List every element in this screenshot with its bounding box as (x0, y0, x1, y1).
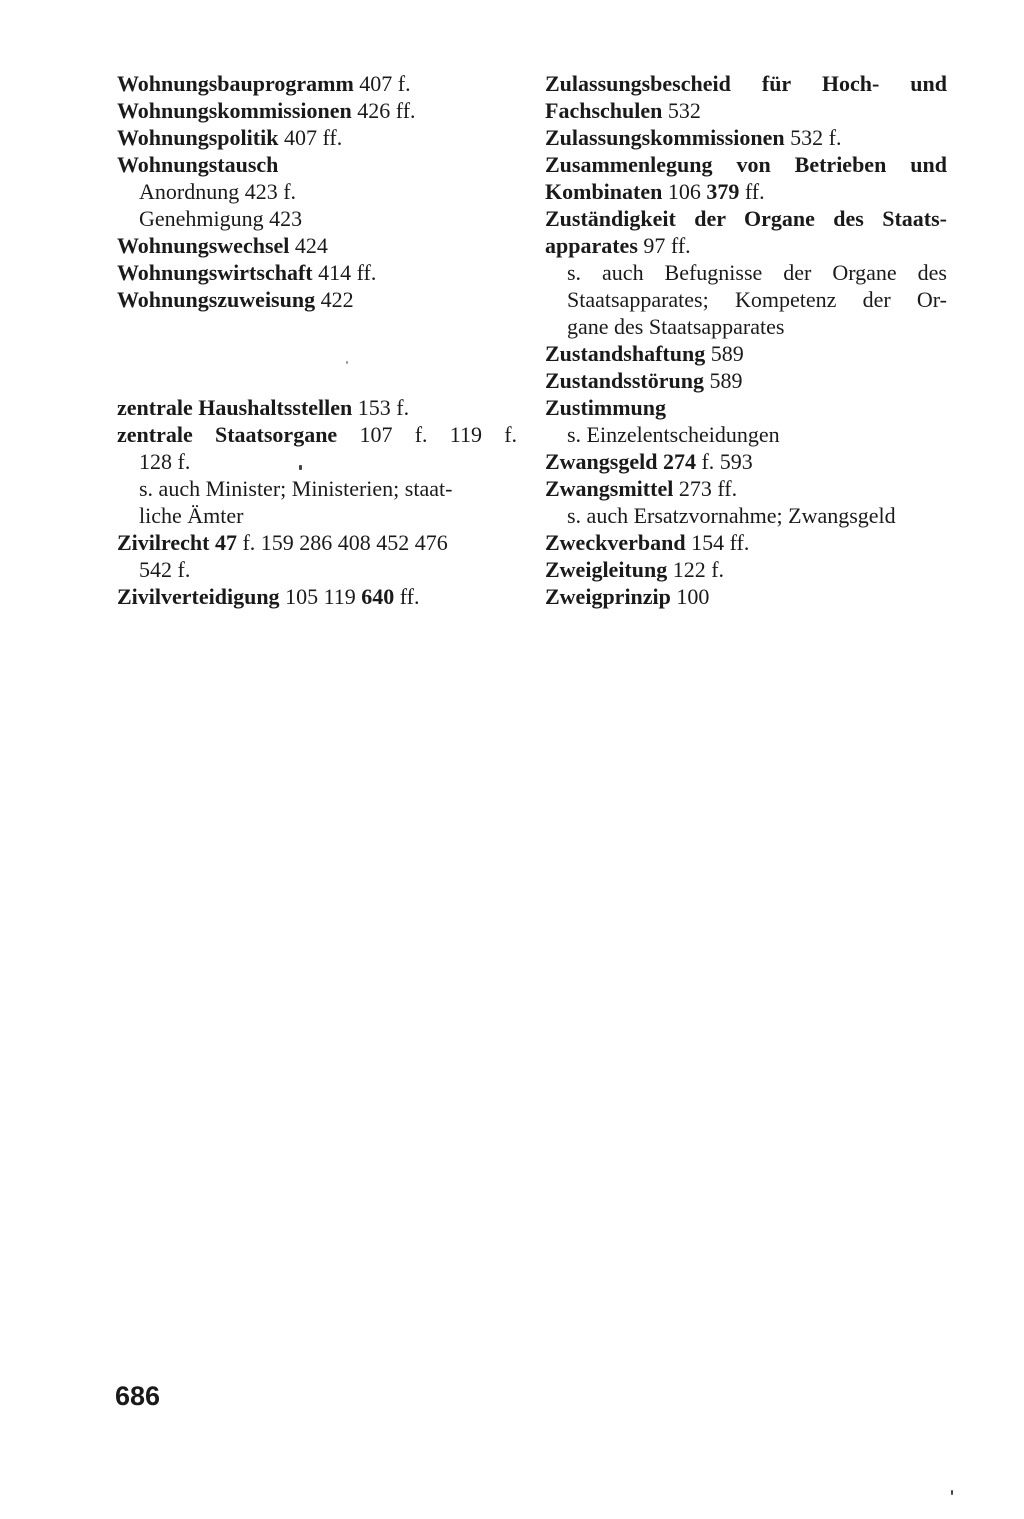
page-refs: 589 (710, 341, 744, 366)
page-refs: 119 f. (449, 422, 518, 447)
scan-speck (951, 1490, 953, 1495)
page-ref-bold: 640 (361, 584, 395, 609)
page-refs-continued: 542 f. (139, 557, 191, 582)
index-column-right (545, 70, 947, 610)
see-also: s. Einzelentscheidungen (567, 422, 780, 447)
see-also: gane des Staatsapparates (567, 314, 785, 339)
page-refs: f. 593 (695, 449, 753, 474)
see-also: liche Ämter (139, 503, 244, 528)
index-entry (117, 421, 517, 529)
index-entry (117, 583, 517, 610)
index-term: Zweigprinzip (545, 584, 671, 609)
index-term: Kombinaten (545, 179, 663, 204)
index-term: Zulassungskommissionen (545, 125, 785, 150)
index-term: für (761, 71, 791, 96)
index-term: Wohnungsbauprogramm (117, 71, 354, 96)
index-term: Zweckverband (545, 530, 686, 555)
index-term: und (910, 71, 948, 96)
index-term: Wohnungswechsel (117, 233, 290, 258)
index-term: Wohnungswirtschaft (117, 260, 313, 285)
see-also: s. auch Befugnisse der Organe des (567, 260, 947, 285)
page-refs: ff. (394, 584, 420, 609)
index-term: Wohnungstausch (117, 152, 279, 177)
page-refs: 107 f. (359, 422, 428, 447)
index-entry (545, 124, 947, 151)
index-entry (545, 529, 947, 556)
index-term: Zustandsstörung (545, 368, 704, 393)
index-entry (117, 259, 517, 286)
page-ref-bold: 47 (214, 530, 237, 555)
index-entry (117, 151, 517, 232)
index-entry (545, 367, 947, 394)
page-refs: 589 (709, 368, 743, 393)
index-term: Zulassungsbescheid (545, 71, 731, 96)
index-entry (545, 583, 947, 610)
index-entry (545, 394, 947, 448)
page-refs: 532 f. (790, 125, 842, 150)
page-refs: 105 119 (285, 584, 362, 609)
index-term: Wohnungszuweisung (117, 287, 316, 312)
scan-speck (346, 361, 348, 364)
index-term: zentrale (117, 422, 193, 447)
index-term: Staatsorgane (214, 422, 338, 447)
page-refs: 154 ff. (691, 530, 750, 555)
page-refs-continued: 128 f. (139, 449, 191, 474)
page-refs: 273 ff. (678, 476, 738, 501)
index-term: Zustimmung (545, 395, 667, 420)
page-ref-bold: 379 (706, 179, 740, 204)
index-entry (545, 556, 947, 583)
index-entry (545, 70, 947, 124)
page-refs: ff. (739, 179, 765, 204)
page-refs: 407 f. (359, 71, 411, 96)
index-term: Wohnungskommissionen (117, 98, 352, 123)
index-term: Fachschulen (545, 98, 663, 123)
page-refs: 100 (676, 584, 710, 609)
sub-entry: Genehmigung 423 (139, 206, 303, 231)
page-number: 686 (115, 1381, 161, 1411)
index-entry (545, 448, 947, 475)
index-term: apparates (545, 233, 638, 258)
index-term: Zivilrecht (117, 530, 210, 555)
page-ref-bold: 274 (662, 449, 696, 474)
scan-speck (299, 465, 302, 470)
index-term: Zwangsgeld (545, 449, 658, 474)
index-entry (117, 286, 517, 313)
see-also: s. auch Ersatzvornahme; Zwangsgeld (567, 503, 896, 528)
index-entry (117, 97, 517, 124)
section-gap (117, 313, 517, 394)
index-entry (117, 394, 517, 421)
page-refs: 122 f. (672, 557, 725, 582)
page-refs: 422 (320, 287, 354, 312)
index-term: Zweigleitung (545, 557, 668, 582)
page-refs: 153 f. (357, 395, 410, 420)
index-term: zentrale Haushaltsstellen (117, 395, 353, 420)
index-entry (117, 232, 517, 259)
page-refs: 97 ff. (643, 233, 691, 258)
index-entry (545, 475, 947, 529)
see-also: s. auch Minister; Ministerien; staat- (139, 476, 453, 501)
page-refs: f. 159 286 408 452 476 (236, 530, 448, 555)
page-refs: 414 ff. (318, 260, 377, 285)
page-refs: 424 (294, 233, 328, 258)
page-refs: 426 ff. (357, 98, 416, 123)
index-term: Zusammenlegung von Betrieben und (545, 152, 947, 177)
page-refs: 532 (667, 98, 701, 123)
index-entry (117, 124, 517, 151)
index-term: Zivilverteidigung (117, 584, 280, 609)
index-term: Zustandshaftung (545, 341, 706, 366)
index-entry (117, 70, 517, 97)
index-entry (117, 529, 517, 583)
index-term: Wohnungspolitik (117, 125, 279, 150)
index-term: Zwangsmittel (545, 476, 674, 501)
see-also: Staatsapparates; Kompetenz der Or- (567, 287, 947, 312)
index-term: Zuständigkeit der Organe des Staats- (545, 206, 947, 231)
index-entry (545, 340, 947, 367)
index-column-left (117, 70, 517, 610)
index-entry (545, 205, 947, 340)
page-refs: 407 ff. (283, 125, 343, 150)
page-refs: 106 (667, 179, 707, 204)
sub-entry: Anordnung 423 f. (139, 179, 297, 204)
index-term: Hoch- (821, 71, 880, 96)
index-entry (545, 151, 947, 205)
